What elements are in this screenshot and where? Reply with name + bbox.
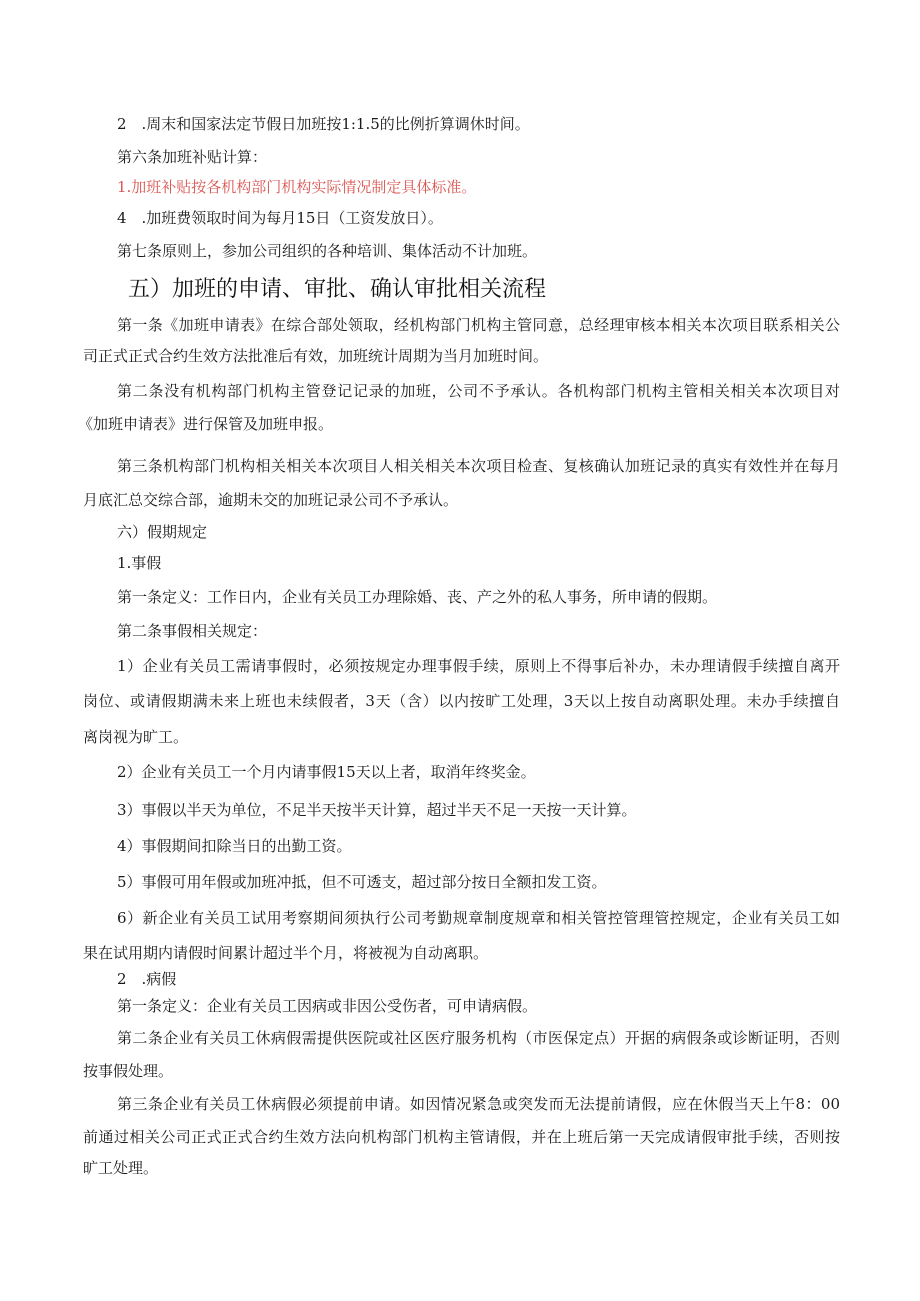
text-line: 第二条企业有关员工休病假需提供医院或社区医疗服务机构（市医保定点）开据的病假条或诊断证明，否则	[117, 1029, 840, 1047]
subsection-heading: 1.事假	[117, 554, 162, 572]
section-heading: 六）假期规定	[117, 523, 208, 541]
text-line: 第二条没有机构部门机构主管登记记录的加班，公司不予承认。各机构部门机构主管相关相关本次项目对	[117, 382, 840, 400]
text-line: 第七条原则上，参加公司组织的各种培训、集体活动不计加班。	[117, 242, 538, 260]
text-line: 第二条事假相关规定：	[117, 622, 268, 640]
text-line: 2）企业有关员工一个月内请事假15天以上者，取消年终奖金。	[117, 763, 536, 781]
text-line: 5）事假可用年假或加班冲抵，但不可透支，超过部分按日全额扣发工资。	[117, 873, 607, 891]
highlighted-text-line: 1.加班补贴按各机构部门机构实际情况制定具体标准。	[117, 178, 477, 196]
text-line: 4 .加班费领取时间为每月15日（工资发放日）。	[117, 209, 443, 227]
text-line: 月底汇总交综合部，逾期未交的加班记录公司不予承认。	[83, 491, 459, 509]
text-line: 第一条定义：企业有关员工因病或非因公受伤者，可申请病假。	[117, 997, 538, 1015]
text-line: 第一条《加班申请表》在综合部处领取，经机构部门机构主管同意，总经理审核本相关本次项目联系相关公	[117, 316, 840, 334]
text-line: 按事假处理。	[83, 1062, 174, 1080]
text-line: 离岗视为旷工。	[83, 728, 189, 746]
text-line: 岗位、或请假期满未来上班也未续假者，3天（含）以内按旷工处理，3天以上按自动离职处理。未办手续擅自	[83, 692, 840, 710]
text-line: 《加班申请表》进行保管及加班申报。	[78, 415, 334, 433]
text-line: 6）新企业有关员工试用考察期间须执行公司考勤规章制度规章和相关管控管理管控规定，企业有关员工如	[117, 909, 840, 927]
text-line: 第三条机构部门机构相关相关本次项目人相关相关本次项目检查、复核确认加班记录的真实有效性并在每月	[117, 457, 840, 475]
text-line: 3）事假以半天为单位，不足半天按半天计算，超过半天不足一天按一天计算。	[117, 801, 637, 819]
text-line: 第三条企业有关员工休病假必须提前申请。如因情况紧急或突发而无法提前请假，应在休假当天上午8：00	[117, 1095, 840, 1113]
text-line: 1）企业有关员工需请事假时，必须按规定办理事假手续，原则上不得事后补办，未办理请假手续擅自离开	[117, 657, 840, 675]
text-line: 果在试用期内请假时间累计超过半个月，将被视为自动离职。	[83, 944, 489, 962]
text-line: 司正式正式合约生效方法批准后有效，加班统计周期为当月加班时间。	[83, 347, 549, 365]
text-line: 2 .周末和国家法定节假日加班按1:1.5的比例折算调休时间。	[117, 115, 530, 133]
subsection-heading: 2 .病假	[117, 970, 177, 988]
text-line: 第一条定义：工作日内，企业有关员工办理除婚、丧、产之外的私人事务，所申请的假期。	[117, 588, 718, 606]
text-line: 4）事假期间扣除当日的出勤工资。	[117, 837, 352, 855]
text-line: 第六条加班补贴计算：	[117, 148, 268, 166]
text-line: 旷工处理。	[83, 1159, 159, 1177]
section-heading: 五）加班的申请、审批、确认审批相关流程	[128, 277, 547, 302]
text-line: 前通过相关公司正式正式合约生效方法向机构部门机构主管请假，并在上班后第一天完成请假审批手续，否则按	[83, 1128, 840, 1146]
